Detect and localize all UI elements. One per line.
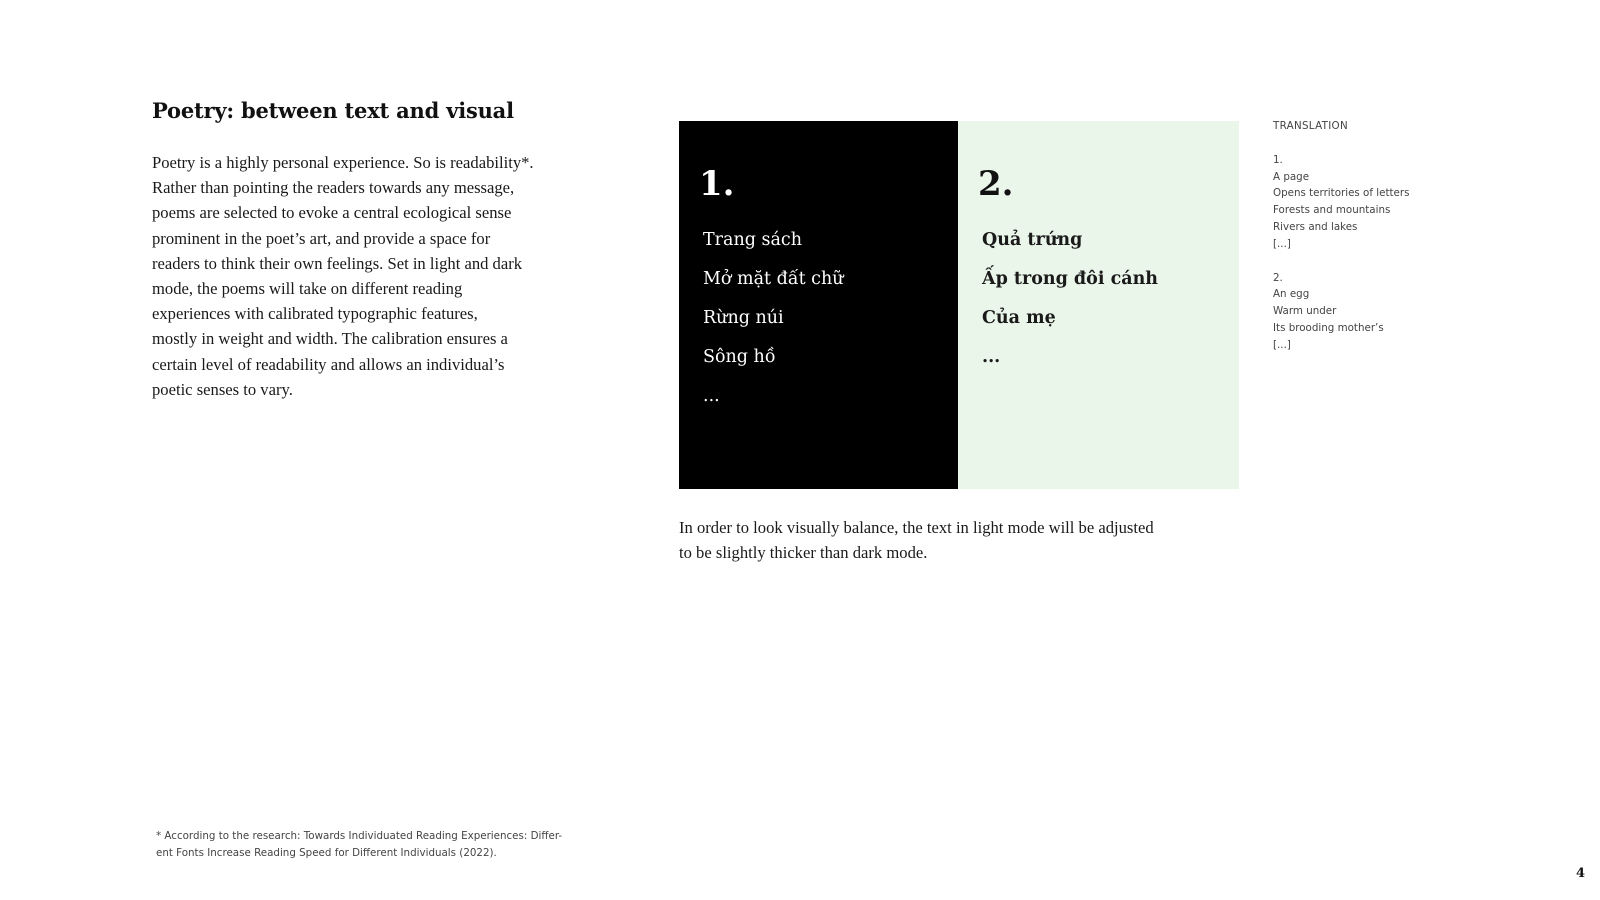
footnote-line: ent Fonts Increase Reading Speed for Different Individuals (2022).	[156, 846, 497, 859]
poem-line: Mở mặt đất chữ	[703, 269, 844, 289]
body-line: Rather than pointing the readers towards any message,	[152, 178, 515, 198]
poem-line: Sông hồ	[703, 347, 776, 367]
footnote-line: * According to the research: Towards Individuated Reading Experiences: Differ-	[156, 830, 563, 842]
poem-line: Trang sách	[703, 230, 802, 250]
poem-line: Ấp trong đôi cánh	[982, 269, 1159, 289]
translation-line: An egg	[1273, 288, 1310, 301]
translation-line: Opens territories of letters	[1273, 187, 1410, 200]
translation-line: Warm under	[1273, 305, 1337, 318]
translation-line: A page	[1273, 170, 1310, 183]
body-line: poetic senses to vary.	[152, 379, 293, 399]
translation-group	[1273, 152, 1409, 253]
translation-sidebar	[1273, 118, 1409, 371]
translation-group	[1273, 270, 1409, 354]
body-line: experiences with calibrated typographic features,	[152, 304, 478, 324]
translation-line: Forests and mountains	[1273, 204, 1391, 217]
body-line: prominent in the poet’s art, and provide a space for	[152, 228, 491, 248]
body-paragraph	[152, 150, 577, 402]
dark-mode-poem-panel	[679, 121, 958, 489]
translation-line: Its brooding mother’s	[1273, 321, 1384, 334]
light-mode-poem-panel	[958, 121, 1239, 489]
poem-line: ...	[982, 347, 1001, 367]
poem-lines	[703, 223, 844, 418]
body-line: readers to think their own feelings. Set in light and dark	[152, 253, 523, 273]
page-title: Poetry: between text and visual	[152, 98, 514, 123]
translation-line: Rivers and lakes	[1273, 220, 1358, 233]
panel-caption	[679, 515, 1219, 565]
poem-line: Rừng núi	[703, 308, 784, 328]
poem-line: Quả trứng	[982, 230, 1083, 250]
translation-line: [...]	[1273, 237, 1291, 250]
footnote	[156, 828, 562, 862]
poem-lines	[982, 223, 1158, 379]
poem-line: ...	[703, 386, 720, 406]
caption-line: to be slightly thicker than dark mode.	[679, 543, 928, 563]
body-line: mode, the poems will take on different reading	[152, 279, 463, 299]
body-line: Poetry is a highly personal experience. So is readability*.	[152, 153, 534, 172]
body-line: mostly in weight and width. The calibration ensures a	[152, 329, 508, 349]
page-number: 4	[1575, 866, 1585, 881]
poem-number: 1.	[699, 164, 735, 204]
translation-line: [...]	[1273, 338, 1291, 351]
translation-line: 2.	[1273, 271, 1283, 284]
poem-line: Của mẹ	[982, 308, 1056, 328]
caption-line: In order to look visually balance, the text in light mode will be adjusted	[679, 518, 1154, 537]
poem-number: 2.	[978, 164, 1014, 204]
body-line: poems are selected to evoke a central ecological sense	[152, 203, 512, 223]
translation-heading: TRANSLATION	[1273, 120, 1348, 132]
translation-line: 1.	[1273, 153, 1283, 166]
body-line: certain level of readability and allows an individual’s	[152, 354, 505, 374]
